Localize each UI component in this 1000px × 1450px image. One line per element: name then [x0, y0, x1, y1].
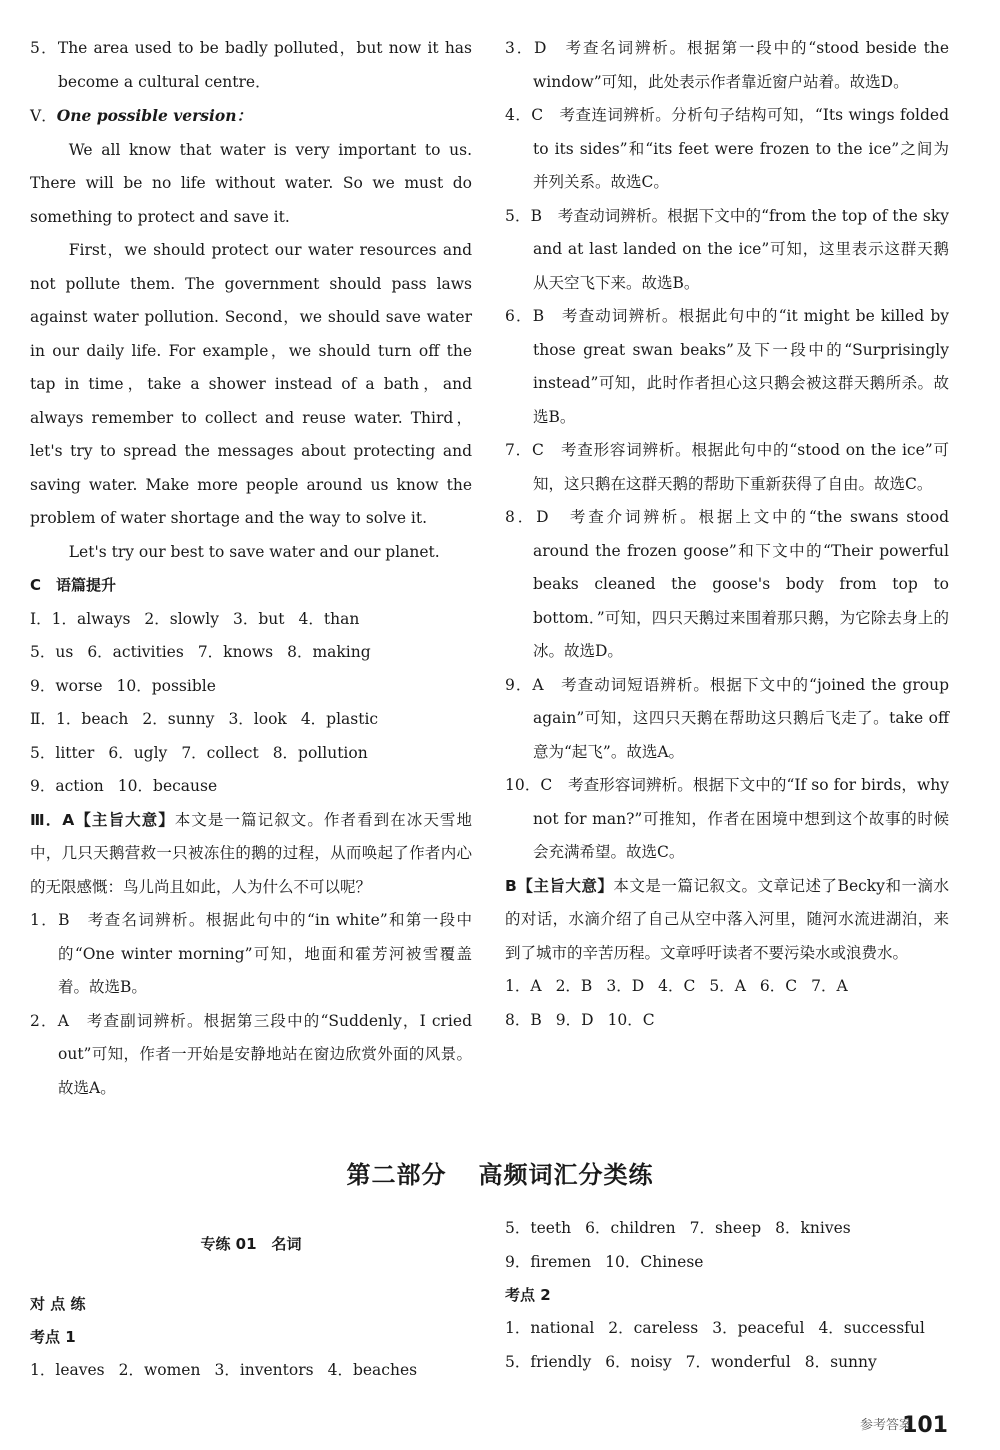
section-i-row-1: [30, 603, 472, 637]
answer-explanation-5: 5．B 考查动词辨析。根据下文中的“from the top of the sky and at last landed on the ice”可知，这里表示这群天鹅从天空飞下来。故选B。: [505, 206, 949, 292]
answer: 4．plastic: [300, 710, 379, 728]
bottom-left-section: [30, 1230, 472, 1388]
answer-explanation-3: 3．D 考查名词辨析。根据第一段中的“stood beside the window”可知，此处表示作者靠近窗户站着。故选D。: [505, 39, 949, 91]
section-b-row-1: [505, 970, 949, 1004]
answer: 3．inventors: [214, 1361, 314, 1379]
answer: 7．wonderful: [685, 1352, 791, 1371]
answer: 5．litter: [30, 743, 95, 762]
section-i-row-3: [30, 670, 472, 704]
answer: 5．teeth: [505, 1219, 572, 1237]
answer: 4．C: [658, 977, 696, 995]
answer: 4．successful: [818, 1319, 925, 1337]
section-i-row-2: [30, 636, 472, 670]
section-ii-row-2: [30, 737, 472, 771]
answer: 7．knows: [197, 643, 274, 661]
answer: 5．us: [30, 643, 74, 661]
answer: 7．A: [811, 977, 848, 995]
right-column: [505, 32, 949, 1037]
footer-label: 参考答案: [859, 1418, 912, 1433]
answer: 5．friendly: [505, 1352, 592, 1371]
answer: 7．sheep: [689, 1219, 762, 1237]
answer: 9．firemen: [505, 1252, 592, 1271]
answer: 9．worse: [30, 676, 103, 695]
essay-paragraph-1: We all know that water is very important to us. There will be no life without water. So we must do something to protect and save it.: [30, 140, 472, 226]
answer-explanation-4: 4．C 考查连词辨析。分析句子结构可知，“Its wings folded to its sides”和“its feet were frozen to the ice”之间为并列关系。故选C。: [505, 106, 949, 191]
bottom-right-section: [505, 1212, 949, 1379]
section-b-summary: [505, 870, 949, 971]
answer: 3．D: [606, 977, 645, 995]
answer: 8．B: [505, 1010, 542, 1029]
answer: 3．but: [233, 609, 285, 628]
part-two-title: [0, 1155, 1000, 1190]
section-b-text: 本文是一篇记叙文。文章记述了Becky和一滴水的对话，水滴介绍了自己从空中落入河里，随河水流进湖泊，来到了城市的辛苦历程。文章呼吁读者不要污染水或浪费水。: [505, 876, 949, 962]
answer-explanation-6: 6．B 考查动词辨析。根据此句中的“it might be killed by those great swan beaks”及下一段中的“Surprisingly instead”可知，此时作者担心这只鹅会被这群天鹅所杀。故选B。: [505, 307, 949, 426]
part-name: 高频词汇分类练: [478, 1161, 654, 1189]
section-b-row-2: [505, 1004, 949, 1038]
answer: 6．C: [759, 977, 798, 995]
answer: 9．D: [555, 1010, 594, 1029]
targeted-practice-heading: 对 点 练: [30, 1295, 86, 1313]
answer-explanation-2: 2．A 考查副词辨析。根据第三段中的“Suddenly，I cried out”可知，作者一开始是安静地站在窗边欣赏外面的风景。故选A。: [30, 1011, 472, 1097]
answer: 9．action: [30, 777, 104, 795]
section-iii-text: 本文是一篇记叙文。作者看到在冰天雪地中，几只天鹅营救一只被冻住的鹅的过程，从而唤起了作者内心的无限感慨：鸟儿尚且如此，人为什么不可以呢？: [30, 810, 472, 896]
key-point-2-heading: 考点 2: [505, 1286, 551, 1304]
answer-explanation-10: 10．C 考查形容词辨析。根据下文中的“If so for birds，why not for man?”可推知，作者在困境中想到这个故事的时候会充满希望。故选C。: [505, 776, 949, 861]
answer: 1．leaves: [30, 1361, 105, 1379]
part-label: 第二部分: [346, 1161, 447, 1189]
answer: 2．careless: [608, 1319, 699, 1337]
answer: 2．B: [555, 977, 593, 995]
essay-paragraph-3: Let's try our best to save water and our planet.: [68, 542, 440, 561]
section-v-title: One possible version：: [56, 106, 252, 125]
essay-paragraph-2: First，we should protect our water resources and not pollute them. The government should pass laws against water pollution. Second，we should save water in our daily life. For example，we should turn off the tap in time，take a shower instead of a bath，and always remember to collect and reuse water. Third，let's try to spread the messages about protecting and saving water. Make more people around us know the problem of water shortage and the way to solve it.: [30, 241, 472, 527]
answer: 2．slowly: [144, 609, 219, 628]
answer: 8．pollution: [272, 743, 368, 762]
key-point-2-row-1: [505, 1312, 949, 1346]
key-point-1-row-3: [505, 1246, 949, 1280]
section-ii-row-3: [30, 770, 472, 804]
left-column: [30, 32, 472, 1105]
answer: 7．collect: [181, 743, 259, 762]
answer: 10．possible: [116, 676, 216, 695]
answer: Ⅰ．1．always: [30, 609, 131, 628]
answer: 1．A: [505, 977, 542, 995]
answer: 5．A: [709, 977, 746, 995]
section-iii-prefix: Ⅲ．A: [30, 810, 75, 829]
section-ii-row-1: [30, 703, 472, 737]
answer: 6．children: [585, 1219, 676, 1237]
answer: 4．beaches: [327, 1361, 418, 1379]
answer: 10．Chinese: [605, 1252, 704, 1271]
key-point-2-row-2: [505, 1346, 949, 1380]
answer: 6．noisy: [605, 1352, 672, 1371]
drill-subheading: 专练 01 名词: [200, 1235, 302, 1253]
answer: 1．national: [505, 1319, 595, 1337]
answer: 8．sunny: [804, 1352, 877, 1371]
answer: 10．C: [607, 1010, 655, 1029]
key-point-1-row: [30, 1354, 472, 1388]
answer: 2．sunny: [142, 710, 215, 728]
answer: 3．look: [228, 710, 287, 728]
answer-explanation-9: 9．A 考查动词短语辨析。根据下文中的“joined the group again”可知，这四只天鹅在帮助这只鹅后飞走了。take off意为“起飞”。故选A。: [505, 675, 949, 761]
page-number: 101: [902, 1413, 948, 1438]
answer: 3．peaceful: [712, 1319, 805, 1337]
answer-item-5: 5．The area used to be badly polluted，but now it has become a cultural centre．: [30, 39, 472, 91]
key-point-1-row-2: [505, 1212, 949, 1246]
answer: 6．activities: [87, 643, 184, 661]
answer-explanation-1: 1．B 考查名词辨析。根据此句中的“in white”和第一段中的“One winter morning”可知，地面和霍芳河被雪覆盖着。故选B。: [30, 911, 472, 996]
section-v-heading: [30, 99, 472, 134]
section-c-heading: C 语篇提升: [30, 576, 117, 594]
answer: 8．knives: [775, 1219, 851, 1237]
key-point-1-heading: 考点 1: [30, 1328, 76, 1346]
section-b-prefix: B: [505, 876, 517, 895]
answer: 6．ugly: [108, 743, 168, 762]
answer-explanation-7: 7．C 考查形容词辨析。根据此句中的“stood on the ice”可知，这只鹅在这群天鹅的帮助下重新获得了自由。故选C。: [505, 441, 949, 493]
section-v-label: Ⅴ．: [30, 107, 57, 125]
answer: 10．because: [117, 777, 218, 795]
main-idea-tag: 【主旨大意】: [516, 876, 614, 895]
section-iii-summary: [30, 804, 472, 905]
main-idea-tag: 【主旨大意】: [74, 810, 175, 829]
answer: 2．women: [118, 1361, 201, 1379]
answer-explanation-8: 8．D 考查介词辨析。根据上文中的“the swans stood around the frozen goose”和下文中的“Their powerful beaks cleaned the goose's body from top to bottom．”可知，四只天鹅过来围着那只鹅，为它除去身上的冰。故选D。: [505, 508, 949, 660]
answer: Ⅱ．1．beach: [30, 710, 129, 728]
answer: 8．making: [287, 643, 371, 661]
answer: 4．than: [298, 609, 360, 628]
